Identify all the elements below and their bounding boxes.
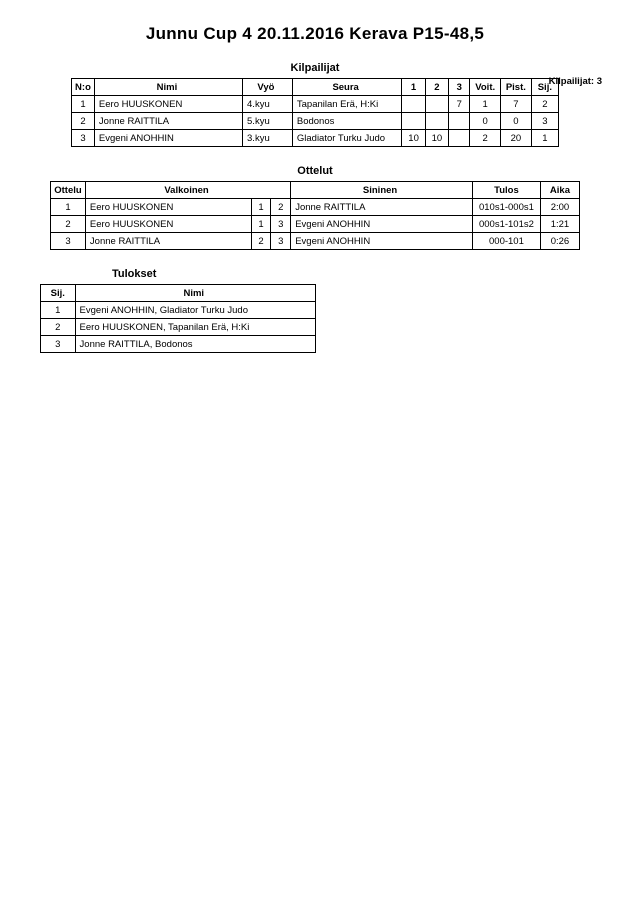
competitors-count-badge: Kilpailijat: 3 [548, 76, 602, 87]
table-header-row [41, 285, 316, 302]
matches-section-heading: Ottelut [297, 165, 333, 177]
cell-time: 2:00 [540, 199, 579, 216]
cell-points: 20 [501, 130, 532, 147]
cell-name: Evgeni ANOHHIN [94, 130, 242, 147]
cell-rank: 3 [531, 113, 558, 130]
cell-belt: 4.kyu [243, 96, 293, 113]
cell-club: Tapanilan Erä, H:Ki [292, 96, 402, 113]
col-name: Nimi [94, 79, 242, 96]
table-header-row [51, 182, 580, 199]
matches-table-wrapper [0, 181, 630, 250]
cell-white-no: 2 [251, 233, 271, 250]
table-header-row [72, 79, 559, 96]
table-row [41, 302, 316, 319]
col-match-3: 3 [449, 79, 470, 96]
results-table-wrapper [0, 284, 630, 353]
col-belt: Vyö [243, 79, 293, 96]
cell-club: Bodonos [292, 113, 402, 130]
col-result: Tulos [472, 182, 540, 199]
col-no: N:o [72, 79, 95, 96]
cell-belt: 5.kyu [243, 113, 293, 130]
cell-time: 1:21 [540, 216, 579, 233]
cell-name: Jonne RAITTILA [94, 113, 242, 130]
cell-white-no: 1 [251, 216, 271, 233]
cell-name: Jonne RAITTILA, Bodonos [75, 336, 315, 353]
results-section-heading: Tulokset [112, 268, 157, 280]
cell-white: Eero HUUSKONEN [85, 199, 251, 216]
table-row [72, 113, 559, 130]
cell-match: 1 [51, 199, 86, 216]
col-match-2: 2 [425, 79, 448, 96]
table-row [72, 130, 559, 147]
cell-name: Evgeni ANOHHIN, Gladiator Turku Judo [75, 302, 315, 319]
cell-name: Eero HUUSKONEN, Tapanilan Erä, H:Ki [75, 319, 315, 336]
cell-name: Eero HUUSKONEN [94, 96, 242, 113]
cell-no: 3 [72, 130, 95, 147]
cell-match-3 [449, 113, 470, 130]
cell-match-1 [402, 113, 425, 130]
cell-match-1: 10 [402, 130, 425, 147]
cell-blue-no: 3 [271, 216, 291, 233]
cell-points: 7 [501, 96, 532, 113]
col-blue: Sininen [291, 182, 473, 199]
cell-wins: 2 [470, 130, 501, 147]
cell-white: Jonne RAITTILA [85, 233, 251, 250]
cell-match-3 [449, 130, 470, 147]
col-rank: Sij. [531, 79, 558, 96]
competitors-table [71, 78, 559, 147]
cell-match-3: 7 [449, 96, 470, 113]
cell-rank: 2 [531, 96, 558, 113]
col-time: Aika [540, 182, 579, 199]
cell-result: 000-101 [472, 233, 540, 250]
results-table [40, 284, 316, 353]
cell-white: Eero HUUSKONEN [85, 216, 251, 233]
matches-table [50, 181, 580, 250]
table-row [41, 336, 316, 353]
competitors-section-heading: Kilpailijat [290, 62, 340, 74]
cell-match-2 [425, 113, 448, 130]
table-row [72, 96, 559, 113]
competitors-table-wrapper [0, 78, 630, 147]
cell-rank: 1 [531, 130, 558, 147]
cell-rank: 3 [41, 336, 76, 353]
cell-rank: 2 [41, 319, 76, 336]
col-rank: Sij. [41, 285, 76, 302]
document-page [0, 24, 630, 915]
cell-match-1 [402, 96, 425, 113]
cell-no: 1 [72, 96, 95, 113]
table-row [41, 319, 316, 336]
cell-time: 0:26 [540, 233, 579, 250]
page-title: Junnu Cup 4 20.11.2016 Kerava P15-48,5 [145, 24, 485, 43]
cell-blue-no: 2 [271, 199, 291, 216]
cell-result: 000s1-101s2 [472, 216, 540, 233]
col-match: Ottelu [51, 182, 86, 199]
col-club: Seura [292, 79, 402, 96]
col-points: Pist. [501, 79, 532, 96]
cell-match: 2 [51, 216, 86, 233]
cell-match: 3 [51, 233, 86, 250]
table-row [51, 199, 580, 216]
table-row [51, 216, 580, 233]
cell-points: 0 [501, 113, 532, 130]
cell-match-2: 10 [425, 130, 448, 147]
cell-result: 010s1-000s1 [472, 199, 540, 216]
cell-white-no: 1 [251, 199, 271, 216]
cell-blue: Jonne RAITTILA [291, 199, 473, 216]
cell-rank: 1 [41, 302, 76, 319]
cell-blue-no: 3 [271, 233, 291, 250]
cell-club: Gladiator Turku Judo [292, 130, 402, 147]
table-row [51, 233, 580, 250]
cell-wins: 1 [470, 96, 501, 113]
cell-match-2 [425, 96, 448, 113]
cell-belt: 3.kyu [243, 130, 293, 147]
col-white: Valkoinen [85, 182, 290, 199]
col-match-1: 1 [402, 79, 425, 96]
cell-no: 2 [72, 113, 95, 130]
col-wins: Voit. [470, 79, 501, 96]
cell-wins: 0 [470, 113, 501, 130]
cell-blue: Evgeni ANOHHIN [291, 216, 473, 233]
cell-blue: Evgeni ANOHHIN [291, 233, 473, 250]
col-name: Nimi [75, 285, 315, 302]
